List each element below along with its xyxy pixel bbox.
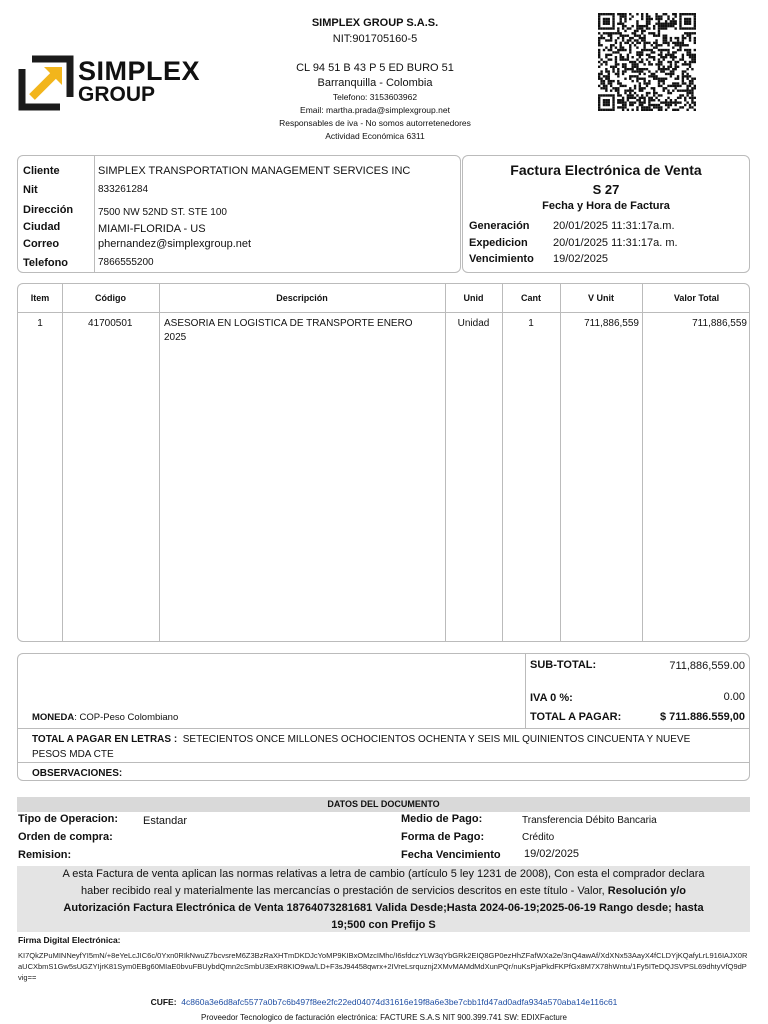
- company-logo: [18, 55, 208, 115]
- observaciones-label: OBSERVACIONES:: [32, 768, 123, 779]
- label-fecha-vencimiento: Fecha Vencimiento: [401, 849, 501, 861]
- client-info-box: [17, 155, 461, 273]
- header-descripcion: Descripción: [276, 293, 328, 303]
- invoice-expedicion: 20/01/2025 11:31:17a. m.: [553, 237, 678, 249]
- cell-descripcion: ASESORIA EN LOGISTICA DE TRANSPORTE ENERO 2025: [164, 318, 413, 343]
- company-nit: NIT:901705160-5: [332, 33, 418, 45]
- label-vencimiento: Vencimiento: [469, 253, 534, 265]
- qr-code-icon: [596, 13, 698, 111]
- cell-codigo: 41700501: [88, 318, 133, 329]
- cufe-value: 4c860a3e6d8afc5577a0b7c6b497f8ee2fc22ed04074d31616e19f8a6e3be7cbb1fd47ad0adfa934a570aba14e116c61: [181, 997, 618, 1007]
- invoice-generacion: 20/01/2025 11:31:17a.m.: [553, 220, 675, 232]
- label-orden-compra: Orden de compra:: [18, 831, 113, 843]
- firma-label: Firma Digital Electrónica:: [18, 935, 121, 945]
- label-remision: Remision:: [18, 849, 72, 861]
- items-table: [17, 283, 750, 642]
- medio-pago: Transferencia Débito Bancaria: [522, 815, 657, 826]
- label-telefono: Telefono: [23, 257, 69, 269]
- label-total: TOTAL A PAGAR:: [530, 711, 622, 723]
- label-cliente: Cliente: [23, 165, 60, 177]
- firma-digital: KI7QkZPuMINNeyfYI5mN/+8eYeLcJIC6c/0Yxn0RIkNwuZ7bcvsreM6Z3BzRaXHTmDKDJcYoMP9KIBxOMzcIMhc/I6sfdczYLW3qYbGRk2EIQ8GP0ezHhZFafWXa2e/3nQ4awAf/XdXNx53AayX4fCLDYjKQafyLrL916IAJX0RaUCXbmS1Gw5sUGZYIjrK81Sym0EBg60MIaE0bvuFBUybdQmn2cSmbU3ExR8KIO9wa/LD+F3sJ94458qwrx+2IVreLsrquznj2XMvMAMdMdXunPQr/nuKsPjaPkdFKPfGx8M7X78hWntu/1Fy5ITeDQJSVPSL69dhtyVfQ9dPvig==: [18, 951, 748, 982]
- company-city: Barranquilla - Colombia: [317, 77, 433, 89]
- iva-value: 0.00: [723, 691, 745, 703]
- label-ciudad: Ciudad: [23, 221, 61, 233]
- label-correo: Correo: [23, 238, 60, 250]
- logo-text-group: GROUP: [78, 83, 156, 106]
- header-cant: Cant: [521, 293, 541, 303]
- fecha-vencimiento: 19/02/2025: [524, 848, 580, 860]
- logo-text-simplex: SIMPLEX: [78, 56, 201, 86]
- company-info: [250, 16, 500, 143]
- invoice-number: S 27: [592, 182, 620, 197]
- moneda: MONEDA: COP-Peso Colombiano: [32, 712, 179, 723]
- company-name: SIMPLEX GROUP S.A.S.: [311, 17, 439, 29]
- totals-box: [17, 653, 750, 781]
- provider-info: Proveedor Tecnologico de facturación electrónica: FACTURE S.A.S NIT 900.399.741 SW: EDIXFacture: [201, 1013, 567, 1022]
- document-data-header: DATOS DEL DOCUMENTO: [17, 797, 750, 812]
- label-nit: Nit: [23, 184, 38, 196]
- resolution-text: Resolución y/o Autorización Factura Electrónica de Venta 18764073281681 Valida Desde;Hasta 2024-06-19;2025-06-19 Rango desde; hasta 19;500 con Prefijo S: [63, 885, 704, 931]
- client-name: SIMPLEX TRANSPORTATION MANAGEMENT SERVICES INC: [98, 165, 411, 177]
- header-codigo: Código: [95, 293, 126, 303]
- company-phone: Telefono: 3153603962: [332, 92, 418, 102]
- label-forma-pago: Forma de Pago:: [401, 831, 485, 843]
- company-activity: Actividad Económica 6311: [325, 131, 425, 141]
- label-medio-pago: Medio de Pago:: [401, 813, 483, 825]
- company-address: CL 94 51 B 43 P 5 ED BURO 51: [296, 62, 454, 74]
- invoice-title: Factura Electrónica de Venta: [510, 162, 702, 178]
- client-city: MIAMI-FLORIDA - US: [98, 223, 206, 235]
- client-email: phernandez@simplexgroup.net: [98, 238, 252, 250]
- header-vunit: V Unit: [588, 293, 614, 303]
- invoice-vencimiento: 19/02/2025: [553, 253, 609, 265]
- cell-item: 1: [37, 318, 43, 329]
- label-tipo-operacion: Tipo de Operacion:: [18, 813, 119, 825]
- cell-vunit: 711,886,559: [584, 318, 639, 329]
- label-direccion: Dirección: [23, 204, 74, 216]
- invoice-date-subtitle: Fecha y Hora de Factura: [542, 200, 670, 212]
- label-subtotal: SUB-TOTAL:: [530, 659, 597, 671]
- cufe: CUFE: 4c860a3e6d8afc5577a0b7c6b497f8ee2fc22ed04074d31616e19f8a6e3be7cbb1fd47ad0adfa934a570aba14e116c61: [150, 997, 618, 1007]
- label-iva: IVA 0 %:: [530, 692, 573, 704]
- client-phone: 7866555200: [98, 257, 154, 268]
- total-en-letras: TOTAL A PAGAR EN LETRAS : SETECIENTOS ONCE MILLONES OCHOCIENTOS OCHENTA Y SEIS MIL QUINIENTOS CINCUENTA Y NUEVE PESOS MDA CTE: [32, 734, 691, 760]
- cell-vtotal: 711,886,559: [692, 318, 747, 329]
- client-address: 7500 NW 52ND ST. STE 100: [98, 207, 227, 218]
- client-nit: 833261284: [98, 184, 149, 195]
- total-value: $ 711.886.559,00: [659, 711, 745, 723]
- forma-pago: Crédito: [522, 832, 555, 843]
- tipo-operacion: Estandar: [143, 815, 188, 827]
- header-unid: Unid: [463, 293, 484, 303]
- label-generacion: Generación: [469, 220, 530, 232]
- simplex-logo-mark-icon: [18, 55, 74, 111]
- cell-unid: Unidad: [457, 318, 490, 329]
- header-vtotal: Valor Total: [673, 293, 720, 303]
- header-item: Item: [30, 293, 50, 303]
- subtotal-value: 711,886,559.00: [669, 660, 745, 672]
- label-expedicion: Expedicion: [469, 237, 528, 249]
- legal-notice: A esta Factura de venta aplican las normas relativas a letra de cambio (artículo 5 ley 1231 de 2008), Con esta el comprador declara haber recibido real y materialmente las mercancías o prestación de servicios descritos en este título - Valor, Resolución y/o Autorización Factura Electrónica de Venta 18764073281681 Valida Desde;Hasta 2024-06-19;2025-06-19 Rango desde; hasta 19;500 con Prefijo S: [17, 866, 750, 932]
- company-tax-note: Responsables de iva - No somos autorretenedores: [279, 118, 471, 128]
- cell-cant: 1: [528, 318, 534, 329]
- company-email: Email: martha.prada@simplexgroup.net: [300, 105, 450, 115]
- invoice-info-box: [462, 155, 750, 273]
